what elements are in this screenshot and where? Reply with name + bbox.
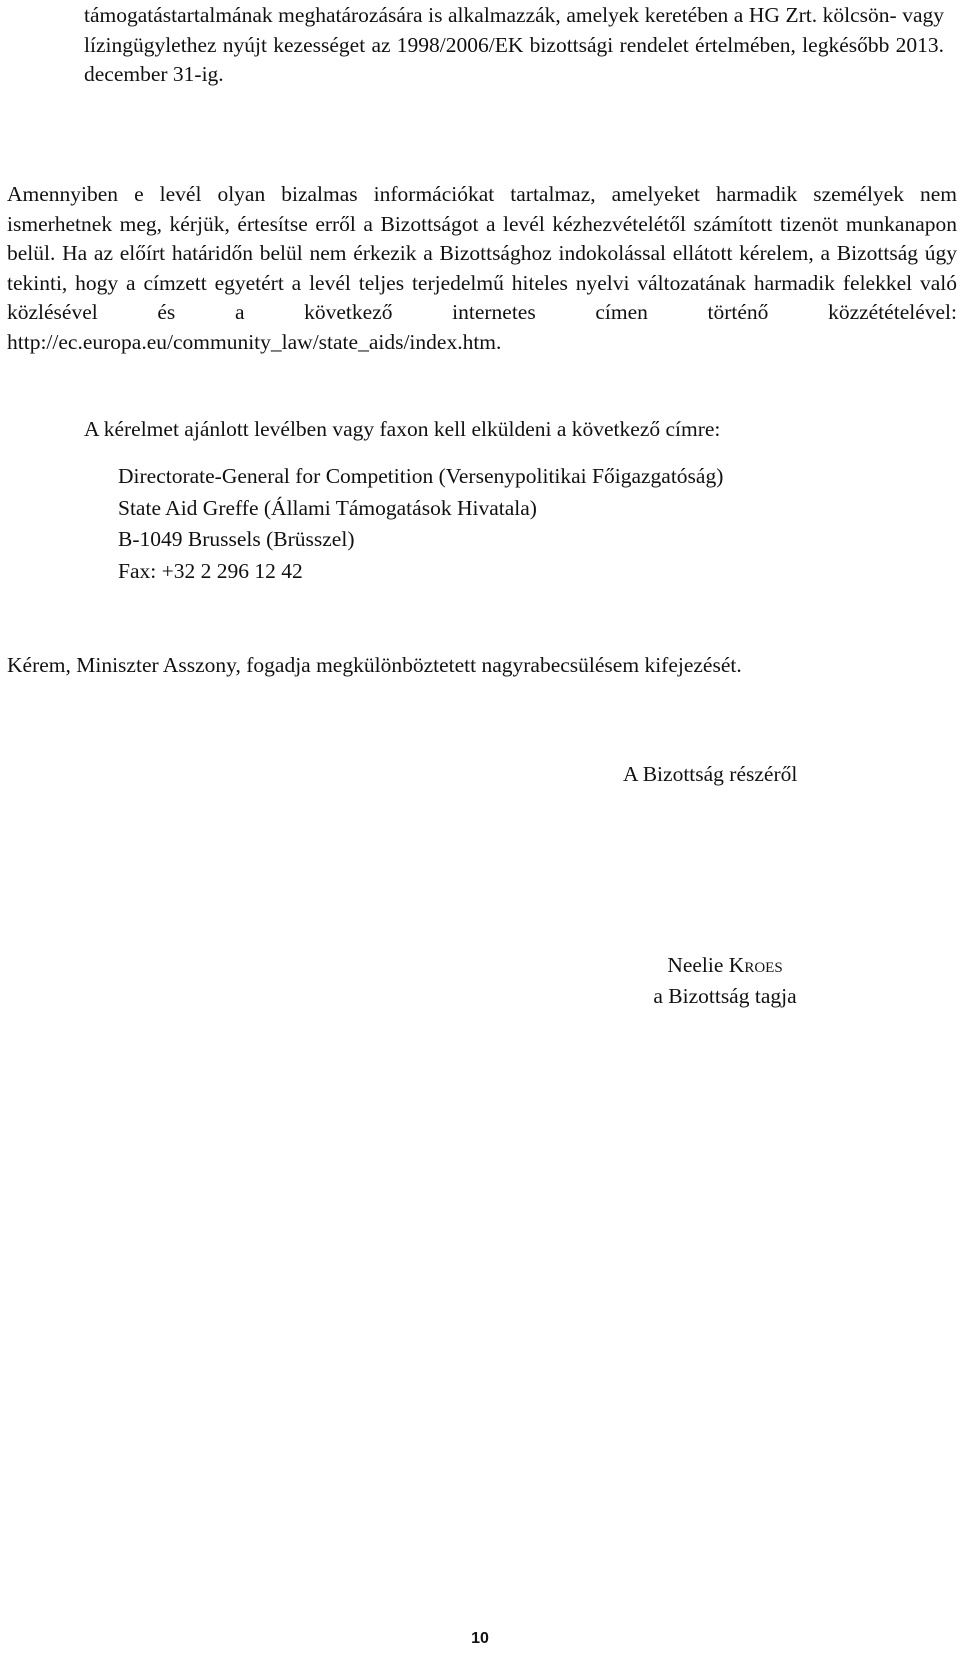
request-submission-instruction: A kérelmet ajánlott levélben vagy faxon kell elküldeni a következő címre: [84,417,721,441]
signatory-first-name: Neelie [667,953,724,977]
address-line-city: B-1049 Brussels (Brüsszel) [118,527,355,551]
address-line-fax: Fax: +32 2 296 12 42 [118,558,303,583]
signatory-name [630,950,820,981]
address-line-registry: State Aid Greffe (Állami Támogatások Hivatala) [118,495,537,520]
address-block [118,461,723,587]
closing-salutation: Kérem, Miniszter Asszony, fogadja megkülönböztetett nagyrabecsülésem kifejezését. [7,653,742,677]
signatory-surname: Kroes [728,953,783,977]
paragraph-confidentiality-notice: Amennyiben e levél olyan bizalmas információkat tartalmaz, amelyeket harmadik személyek nem ismerhetnek meg, kérjük, értesítse erről a Bizottságot a levél kézhezvételétől számított tizenöt munkanapon belül. Ha az előírt határidőn belül nem érkezik a Bizottsághoz indokolással ellátott kérelem, a Bizottság úgy tekinti, hogy a címzett egyetért a levél teljes terjedelmű hiteles nyelvi változatának harmadik felekkel való közlésével és a következő internetes címen történő közzétételével: http://ec.europa.eu/community_law/state_aids/index.htm. [7,182,957,354]
on-behalf-of-commission: A Bizottság részéről [623,762,798,786]
paragraph-aid-scheme-continuation: támogatástartalmának meghatározására is alkalmazzák, amelyek keretében a HG Zrt. kölcsön- vagy lízingügylethez nyújt kezességet az 1998/2006/EK bizottsági rendelet értelmében, legkésőbb 2013. december 31-ig. [84,3,944,86]
signatory-block [630,950,820,1012]
page-number: 10 [471,1630,489,1647]
address-line-directorate: Directorate-General for Competition (Versenypolitikai Főigazgatóság) [118,464,724,488]
signatory-role: a Bizottság tagja [653,984,797,1008]
